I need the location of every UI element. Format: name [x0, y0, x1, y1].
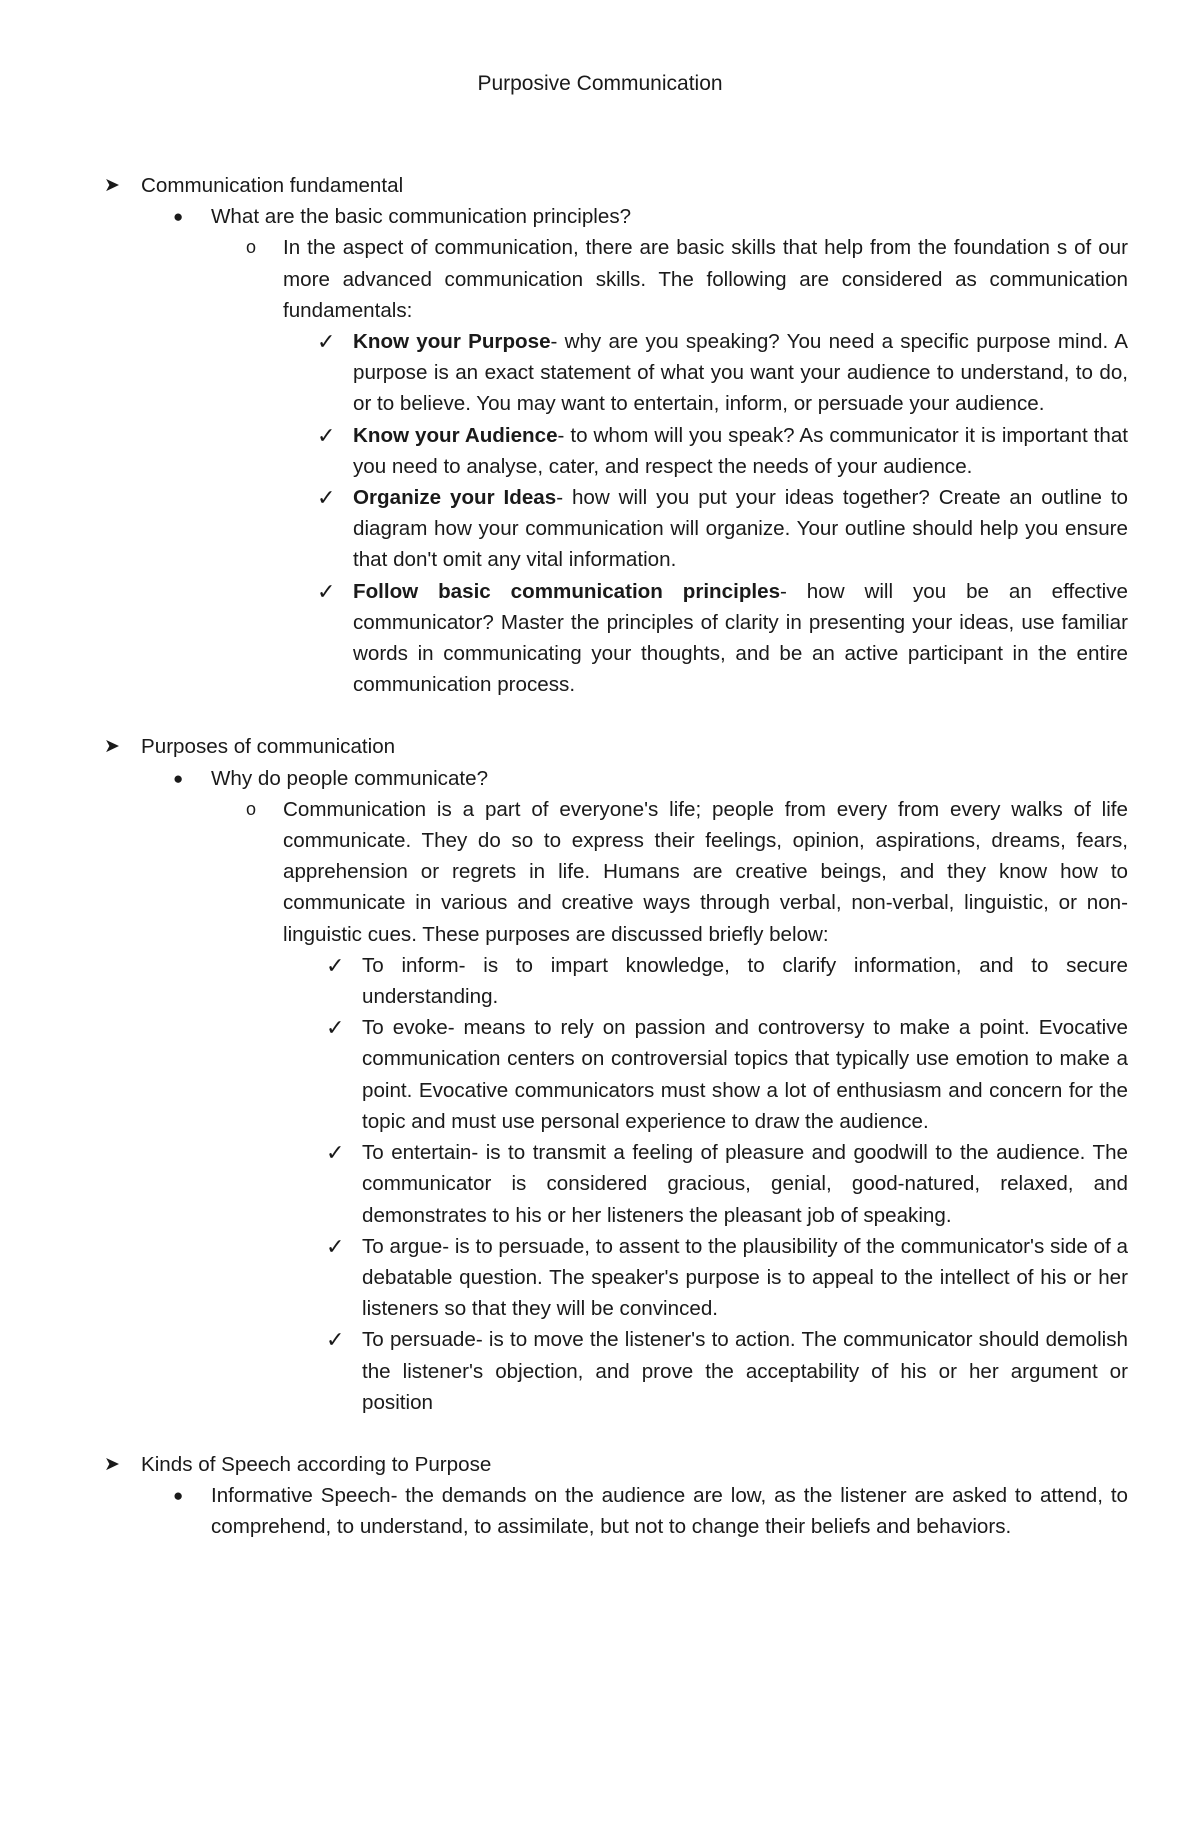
question-text: What are the basic communication principles?	[211, 205, 632, 229]
list-item-text: Informative Speech- the demands on the audience are low, as the listener are asked to attend, to comprehend, to understand, to assimilate, but not to change their beliefs and behaviors.	[211, 1484, 1128, 1539]
checkmark-icon: ✓	[326, 1233, 345, 1259]
list-item-body	[353, 326, 1128, 420]
section-heading-row	[0, 731, 1200, 762]
section-kinds-of-speech	[0, 1449, 1200, 1543]
filled-circle-bullet-icon: ●	[173, 768, 184, 788]
question-row	[0, 201, 1200, 232]
checkmark-icon: ✓	[317, 422, 336, 448]
section-heading-row	[0, 170, 1200, 201]
checkmark-icon: ✓	[317, 485, 336, 511]
item-term: Know your Audience	[353, 423, 558, 447]
hollow-circle-bullet-icon: o	[246, 237, 257, 258]
filled-circle-bullet-icon: ●	[173, 207, 184, 227]
answer-text: Communication is a part of everyone's life; people from every from every walks of life communicate. They do so to express their feelings, opinion, aspirations, dreams, fears, apprehension or regrets in life. Humans are creative beings, and they know how to communicate in various and creative ways through verbal, non-verbal, linguistic, or non-linguistic cues. These purposes are discussed briefly below:	[283, 797, 1128, 946]
item-text: - to whom will you speak? As communicator it is important that you need to analyse, cater, and respect the needs of your audience.	[353, 423, 1128, 478]
hollow-circle-bullet-icon: o	[246, 798, 257, 819]
checkmark-icon: ✓	[326, 952, 345, 978]
section-heading: Purposes of communication	[141, 735, 396, 759]
list-item	[0, 950, 1200, 1012]
item-text: - why are you speaking? You need a specific purpose mind. A purpose is an exact statement of what you want your audience to understand, to do, or to believe. You may want to entertain, inform, or persuade your audience.	[353, 330, 1129, 416]
document-body	[0, 170, 1200, 1543]
list-item-text: To argue- is to persuade, to assent to the plausibility of the communicator's side of a debatable question. The speaker's purpose is to appeal to the intellect of his or her listeners so that they will be convinced.	[362, 1234, 1128, 1321]
list-item	[0, 1231, 1200, 1325]
answer-text: In the aspect of communication, there are basic skills that help from the foundation s of our more advanced communication skills. The following are considered as communication fundamentals:	[283, 236, 1128, 322]
list-item-text: To evoke- means to rely on passion and controversy to make a point. Evocative communication centers on controversial topics that typically use emotion to make a point. Evocative communicators must show a lot of enthusiasm and concern for the topic and must use personal experience to draw the audience.	[362, 1016, 1128, 1133]
list-item	[0, 576, 1200, 701]
list-item	[0, 1012, 1200, 1137]
arrowhead-bullet-icon: ➤	[104, 1453, 120, 1475]
filled-circle-bullet-icon: ●	[173, 1486, 184, 1506]
list-item-body	[353, 420, 1128, 482]
item-term: Follow basic communication principles	[353, 579, 781, 603]
item-term: Know your Purpose	[353, 330, 551, 354]
section-purposes-of-communication	[0, 731, 1200, 1417]
page-title: Purposive Communication	[477, 72, 723, 95]
list-item-body	[353, 482, 1128, 576]
section-heading: Communication fundamental	[141, 174, 404, 197]
checkmark-icon: ✓	[317, 329, 336, 355]
checkmark-icon: ✓	[317, 578, 336, 604]
list-item-body	[353, 576, 1128, 701]
list-item	[0, 1324, 1200, 1418]
item-text: - how will you put your ideas together? Create an outline to diagram how your communication will organize. Your outline should help you ensure that don't omit any vital information.	[353, 486, 1128, 572]
question-text: Why do people communicate?	[211, 766, 489, 790]
list-item	[0, 1480, 1200, 1542]
checkmark-icon: ✓	[326, 1015, 345, 1041]
checkmark-icon: ✓	[326, 1327, 345, 1353]
list-item-text: To entertain- is to transmit a feeling of pleasure and goodwill to the audience. The communicator is considered gracious, genial, good-natured, relaxed, and demonstrates to his or her listeners the pleasant job of speaking.	[362, 1141, 1128, 1227]
section-heading-row	[0, 1449, 1200, 1480]
answer-row	[0, 232, 1200, 326]
list-item	[0, 326, 1200, 420]
section-heading: Kinds of Speech according to Purpose	[141, 1452, 492, 1476]
item-text: - how will you be an effective communicator? Master the principles of clarity in presenting your ideas, use familiar words in communicating your thoughts, and be an active participant in the entire communication process.	[353, 579, 1129, 697]
arrowhead-bullet-icon: ➤	[104, 175, 120, 196]
list-item	[0, 420, 1200, 482]
arrowhead-bullet-icon: ➤	[104, 736, 120, 758]
list-item-text: To inform- is to impart knowledge, to clarify information, and to secure understanding.	[362, 953, 1128, 1009]
list-item	[0, 482, 1200, 576]
item-term: Organize your Ideas	[353, 486, 557, 510]
list-item-text: To persuade- is to move the listener's to action. The communicator should demolish the listener's objection, and prove the acceptability of his or her argument or position	[362, 1328, 1128, 1414]
checkmark-icon: ✓	[326, 1140, 345, 1166]
section-communication-fundamental	[0, 170, 1200, 700]
list-item	[0, 1137, 1200, 1231]
answer-row	[0, 794, 1200, 950]
question-row	[0, 763, 1200, 794]
